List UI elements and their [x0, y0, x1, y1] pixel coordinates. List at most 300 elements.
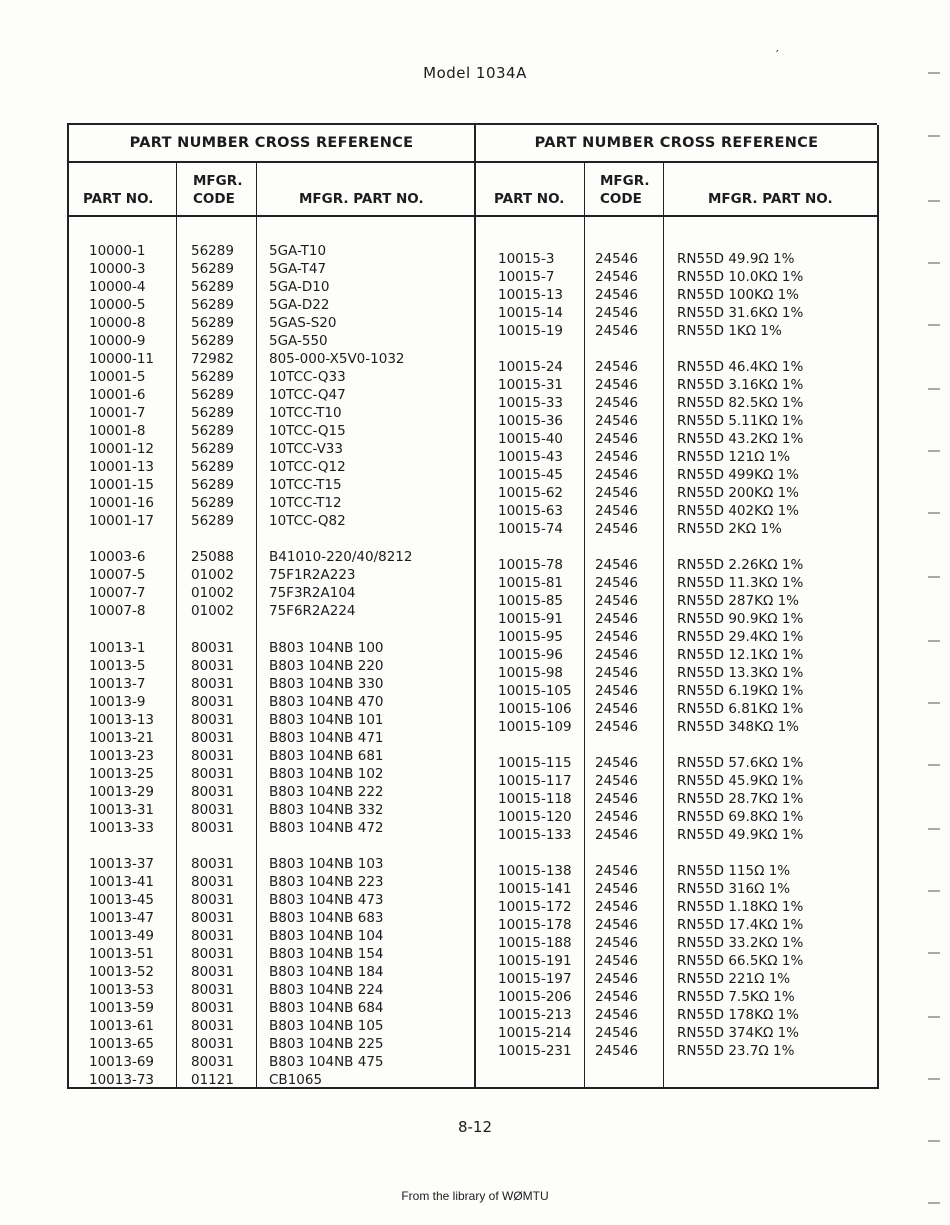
part-number-cell: 10015-40: [498, 431, 563, 447]
mfgr-code-cell: 80031: [191, 982, 234, 998]
part-number-cell: 10013-53: [89, 982, 154, 998]
table-row: [476, 863, 877, 881]
part-number-cell: 10013-29: [89, 784, 154, 800]
part-number-cell: 10001-16: [89, 495, 154, 511]
part-number-cell: 10015-188: [498, 935, 572, 951]
mfgr-part-number-cell: RN55D 2KΩ 1%: [677, 521, 782, 537]
mfgr-part-number-cell: RN55D 43.2KΩ 1%: [677, 431, 804, 447]
table-row: [476, 413, 877, 431]
part-number-cell: 10003-6: [89, 549, 146, 565]
mfgr-code-cell: 80031: [191, 802, 234, 818]
scan-edge-mark: [928, 262, 940, 264]
table-row: [476, 557, 877, 575]
table-row: [69, 1072, 474, 1090]
mfgr-part-number-cell: 10TCC-T15: [269, 477, 342, 493]
scan-edge-mark: [928, 72, 940, 74]
mfgr-part-number-cell: B803 104NB 471: [269, 730, 384, 746]
mfgr-part-number-cell: B803 104NB 225: [269, 1036, 384, 1052]
table-row: [69, 892, 474, 910]
table-row: [476, 917, 877, 935]
mfgr-part-number-cell: 5GA-D10: [269, 279, 330, 295]
mfgr-part-number-cell: B803 104NB 102: [269, 766, 384, 782]
mfgr-code-cell: 56289: [191, 423, 234, 439]
mfgr-code-cell: 80031: [191, 730, 234, 746]
mfgr-code-cell: 80031: [191, 946, 234, 962]
mfgr-code-header-line1: MFGR.: [193, 173, 243, 189]
mfgr-part-number-cell: 10TCC-Q47: [269, 387, 346, 403]
part-number-cell: 10015-3: [498, 251, 555, 267]
mfgr-code-cell: 24546: [595, 305, 638, 321]
scan-edge-mark: [928, 952, 940, 954]
mfgr-code-cell: 24546: [595, 863, 638, 879]
table-row: [69, 640, 474, 658]
mfgr-part-number-cell: RN55D 1.18KΩ 1%: [677, 899, 804, 915]
part-number-cell: 10015-74: [498, 521, 563, 537]
part-number-cell: 10015-106: [498, 701, 572, 717]
part-number-cell: 10013-49: [89, 928, 154, 944]
table-row: [69, 585, 474, 603]
mfgr-code-cell: 80031: [191, 676, 234, 692]
part-number-cell: 10013-45: [89, 892, 154, 908]
mfgr-part-number-cell: RN55D 121Ω 1%: [677, 449, 791, 465]
mfgr-code-cell: 56289: [191, 513, 234, 529]
mfgr-code-cell: 24546: [595, 827, 638, 843]
table-row: [476, 503, 877, 521]
mfgr-code-cell: 24546: [595, 971, 638, 987]
mfgr-code-cell: 80031: [191, 964, 234, 980]
mfgr-part-number-cell: 10TCC-T10: [269, 405, 342, 421]
mfgr-part-number-cell: RN55D 2.26KΩ 1%: [677, 557, 804, 573]
mfgr-code-header-line2: CODE: [193, 191, 235, 207]
part-number-cell: 10015-138: [498, 863, 572, 879]
mfgr-part-number-cell: B803 104NB 684: [269, 1000, 384, 1016]
mfgr-part-number-cell: B803 104NB 104: [269, 928, 384, 944]
scan-edge-mark: [928, 135, 940, 137]
part-number-cell: 10015-63: [498, 503, 563, 519]
mfgr-code-cell: 24546: [595, 881, 638, 897]
mfgr-code-cell: 24546: [595, 593, 638, 609]
mfgr-code-cell: 24546: [595, 899, 638, 915]
table-row: [69, 1018, 474, 1036]
mfgr-part-number-cell: RN55D 6.81KΩ 1%: [677, 701, 804, 717]
mfgr-code-cell: 56289: [191, 315, 234, 331]
mfgr-code-cell: 80031: [191, 928, 234, 944]
mfgr-part-number-cell: RN55D 23.7Ω 1%: [677, 1043, 795, 1059]
mfgr-part-number-cell: 5GA-T10: [269, 243, 327, 259]
table-row: [69, 1054, 474, 1072]
part-number-cell: 10015-178: [498, 917, 572, 933]
part-number-cell: 10013-31: [89, 802, 154, 818]
part-number-cell: 10015-197: [498, 971, 572, 987]
mfgr-part-number-cell: 5GA-T47: [269, 261, 327, 277]
mfgr-part-number-cell: RN55D 66.5KΩ 1%: [677, 953, 804, 969]
mfgr-code-cell: 01002: [191, 603, 234, 619]
part-number-cell: 10015-172: [498, 899, 572, 915]
part-number-cell: 10013-51: [89, 946, 154, 962]
table-row: [476, 701, 877, 719]
part-number-cell: 10013-23: [89, 748, 154, 764]
mfgr-code-cell: 24546: [595, 989, 638, 1005]
table-row: [476, 485, 877, 503]
cross-reference-table: [67, 123, 877, 1089]
part-number-cell: 10000-5: [89, 297, 146, 313]
mfgr-code-cell: 24546: [595, 611, 638, 627]
table-row: [476, 593, 877, 611]
mfgr-code-cell: 56289: [191, 441, 234, 457]
table-row: [476, 395, 877, 413]
mfgr-part-number-cell: RN55D 31.6KΩ 1%: [677, 305, 804, 321]
part-number-cell: 10013-1: [89, 640, 146, 656]
mfgr-part-number-cell: RN55D 69.8KΩ 1%: [677, 809, 804, 825]
mfgr-part-number-cell: 5GA-D22: [269, 297, 330, 313]
table-row: [476, 647, 877, 665]
mfgr-part-number-cell: RN55D 82.5KΩ 1%: [677, 395, 804, 411]
mfgr-code-cell: 24546: [595, 1025, 638, 1041]
part-number-cell: 10000-8: [89, 315, 146, 331]
mfgr-part-number-cell: RN55D 57.6KΩ 1%: [677, 755, 804, 771]
mfgr-code-cell: 80031: [191, 640, 234, 656]
mfgr-part-number-cell: B803 104NB 100: [269, 640, 384, 656]
mfgr-part-number-cell: RN55D 221Ω 1%: [677, 971, 791, 987]
mfgr-part-number-cell: 805-000-X5V0-1032: [269, 351, 405, 367]
mfgr-code-cell: 80031: [191, 784, 234, 800]
mfgr-code-cell: 24546: [595, 575, 638, 591]
mfgr-code-cell: 01002: [191, 567, 234, 583]
mfgr-part-number-cell: RN55D 287KΩ 1%: [677, 593, 799, 609]
part-number-cell: 10001-13: [89, 459, 154, 475]
part-number-cell: 10015-78: [498, 557, 563, 573]
mfgr-code-cell: 24546: [595, 917, 638, 933]
part-number-cell: 10001-5: [89, 369, 146, 385]
mfgr-part-number-cell: 75F3R2A104: [269, 585, 356, 601]
table-row: [476, 719, 877, 737]
mfgr-part-number-cell: 10TCC-T12: [269, 495, 342, 511]
part-number-cell: 10001-8: [89, 423, 146, 439]
mfgr-code-cell: 24546: [595, 647, 638, 663]
table-row: [69, 694, 474, 712]
mfgr-part-no-header: MFGR. PART NO.: [708, 191, 833, 207]
part-number-cell: 10013-33: [89, 820, 154, 836]
left-table-title: PART NUMBER CROSS REFERENCE: [69, 125, 474, 163]
part-number-cell: 10015-14: [498, 305, 563, 321]
table-row: [476, 359, 877, 377]
scan-edge-mark: [928, 640, 940, 642]
mfgr-part-number-cell: RN55D 45.9KΩ 1%: [677, 773, 804, 789]
mfgr-code-cell: 56289: [191, 387, 234, 403]
mfgr-code-cell: 24546: [595, 269, 638, 285]
stray-mark: ′: [776, 48, 779, 62]
table-row: [476, 953, 877, 971]
mfgr-code-cell: 24546: [595, 413, 638, 429]
table-row: [69, 982, 474, 1000]
mfgr-part-number-cell: RN55D 5.11KΩ 1%: [677, 413, 804, 429]
mfgr-part-number-cell: RN55D 12.1KΩ 1%: [677, 647, 804, 663]
mfgr-code-cell: 01121: [191, 1072, 234, 1088]
mfgr-part-number-cell: RN55D 348KΩ 1%: [677, 719, 799, 735]
table-row: [69, 297, 474, 315]
mfgr-code-cell: 56289: [191, 279, 234, 295]
table-row: [476, 935, 877, 953]
mfgr-part-number-cell: RN55D 29.4KΩ 1%: [677, 629, 804, 645]
part-number-cell: 10001-15: [89, 477, 154, 493]
mfgr-code-cell: 80031: [191, 1018, 234, 1034]
part-number-cell: 10015-81: [498, 575, 563, 591]
part-number-cell: 10015-141: [498, 881, 572, 897]
part-number-cell: 10001-7: [89, 405, 146, 421]
part-number-cell: 10015-43: [498, 449, 563, 465]
table-row: [476, 377, 877, 395]
mfgr-part-number-cell: B803 104NB 105: [269, 1018, 384, 1034]
mfgr-code-cell: 24546: [595, 791, 638, 807]
mfgr-code-cell: 24546: [595, 377, 638, 393]
model-title: Model 1034A: [423, 64, 527, 82]
mfgr-part-number-cell: CB1065: [269, 1072, 323, 1088]
mfgr-code-cell: 80031: [191, 1000, 234, 1016]
table-row: [69, 820, 474, 838]
mfgr-part-no-header: MFGR. PART NO.: [299, 191, 424, 207]
part-number-cell: 10000-9: [89, 333, 146, 349]
right-table-header: [476, 163, 877, 217]
table-row: [69, 279, 474, 297]
mfgr-part-number-cell: 10TCC-V33: [269, 441, 343, 457]
part-number-cell: 10015-36: [498, 413, 563, 429]
part-number-cell: 10013-25: [89, 766, 154, 782]
mfgr-code-cell: 56289: [191, 477, 234, 493]
mfgr-part-number-cell: B803 104NB 473: [269, 892, 384, 908]
mfgr-code-cell: 24546: [595, 809, 638, 825]
mfgr-part-number-cell: RN55D 17.4KΩ 1%: [677, 917, 804, 933]
part-number-cell: 10015-31: [498, 377, 563, 393]
right-table: [476, 125, 879, 1089]
table-row: [476, 431, 877, 449]
mfgr-part-number-cell: RN55D 10.0KΩ 1%: [677, 269, 804, 285]
mfgr-code-cell: 24546: [595, 1007, 638, 1023]
part-number-cell: 10001-6: [89, 387, 146, 403]
table-row: [476, 881, 877, 899]
table-row: [69, 549, 474, 567]
mfgr-part-number-cell: RN55D 6.19KΩ 1%: [677, 683, 804, 699]
mfgr-code-cell: 56289: [191, 243, 234, 259]
mfgr-part-number-cell: RN55D 316Ω 1%: [677, 881, 791, 897]
mfgr-code-cell: 56289: [191, 459, 234, 475]
mfgr-part-number-cell: RN55D 178KΩ 1%: [677, 1007, 799, 1023]
mfgr-part-number-cell: RN55D 11.3KΩ 1%: [677, 575, 804, 591]
table-row: [69, 802, 474, 820]
mfgr-code-cell: 24546: [595, 485, 638, 501]
table-row: [69, 315, 474, 333]
part-number-cell: 10000-1: [89, 243, 146, 259]
mfgr-code-cell: 80031: [191, 856, 234, 872]
mfgr-code-cell: 80031: [191, 766, 234, 782]
table-row: [69, 946, 474, 964]
table-row: [476, 989, 877, 1007]
mfgr-code-cell: 80031: [191, 1054, 234, 1070]
mfgr-part-number-cell: RN55D 33.2KΩ 1%: [677, 935, 804, 951]
part-number-cell: 10007-5: [89, 567, 146, 583]
mfgr-part-number-cell: 10TCC-Q33: [269, 369, 346, 385]
table-row: [476, 305, 877, 323]
mfgr-part-number-cell: B803 104NB 222: [269, 784, 384, 800]
mfgr-part-number-cell: B803 104NB 330: [269, 676, 384, 692]
part-number-cell: 10013-5: [89, 658, 146, 674]
part-number-cell: 10015-7: [498, 269, 555, 285]
table-row: [69, 766, 474, 784]
table-row: [476, 827, 877, 845]
mfgr-code-cell: 24546: [595, 719, 638, 735]
part-number-cell: 10015-85: [498, 593, 563, 609]
mfgr-code-cell: 80031: [191, 910, 234, 926]
scan-edge-mark: [928, 1078, 940, 1080]
part-number-cell: 10001-17: [89, 513, 154, 529]
table-row: [69, 676, 474, 694]
table-row: [69, 351, 474, 369]
mfgr-code-cell: 24546: [595, 665, 638, 681]
mfgr-part-number-cell: RN55D 46.4KΩ 1%: [677, 359, 804, 375]
mfgr-code-cell: 56289: [191, 495, 234, 511]
part-number-cell: 10015-33: [498, 395, 563, 411]
mfgr-code-cell: 80031: [191, 892, 234, 908]
mfgr-part-number-cell: B803 104NB 154: [269, 946, 384, 962]
scan-edge-mark: [928, 764, 940, 766]
mfgr-code-cell: 24546: [595, 467, 638, 483]
mfgr-part-number-cell: 5GA-550: [269, 333, 328, 349]
part-number-cell: 10013-21: [89, 730, 154, 746]
table-row: [69, 441, 474, 459]
scan-edge-mark: [928, 388, 940, 390]
part-number-cell: 10013-41: [89, 874, 154, 890]
mfgr-part-number-cell: B803 104NB 332: [269, 802, 384, 818]
mfgr-code-header-line2: CODE: [600, 191, 642, 207]
part-number-cell: 10013-69: [89, 1054, 154, 1070]
part-number-cell: 10013-52: [89, 964, 154, 980]
scan-edge-mark: [928, 1140, 940, 1142]
table-row: [69, 910, 474, 928]
mfgr-part-number-cell: RN55D 1KΩ 1%: [677, 323, 782, 339]
table-row: [69, 658, 474, 676]
mfgr-code-cell: 24546: [595, 1043, 638, 1059]
mfgr-code-cell: 24546: [595, 359, 638, 375]
mfgr-code-cell: 24546: [595, 683, 638, 699]
mfgr-part-number-cell: RN55D 49.9KΩ 1%: [677, 827, 804, 843]
table-row: [69, 603, 474, 621]
mfgr-part-number-cell: RN55D 49.9Ω 1%: [677, 251, 795, 267]
scan-edge-mark: [928, 1202, 940, 1204]
part-number-cell: 10015-213: [498, 1007, 572, 1023]
scan-edge-mark: [928, 200, 940, 202]
mfgr-code-cell: 56289: [191, 333, 234, 349]
part-number-cell: 10015-98: [498, 665, 563, 681]
mfgr-part-number-cell: RN55D 115Ω 1%: [677, 863, 791, 879]
table-row: [69, 459, 474, 477]
part-number-cell: 10015-120: [498, 809, 572, 825]
part-number-cell: 10013-73: [89, 1072, 154, 1088]
table-row: [476, 899, 877, 917]
part-number-cell: 10015-24: [498, 359, 563, 375]
part-no-header: PART NO.: [83, 191, 154, 207]
table-row: [69, 513, 474, 531]
mfgr-code-cell: 24546: [595, 323, 638, 339]
page-number: 8-12: [457, 1118, 493, 1136]
mfgr-code-cell: 56289: [191, 369, 234, 385]
mfgr-code-cell: 80031: [191, 820, 234, 836]
table-row: [69, 405, 474, 423]
mfgr-code-cell: 24546: [595, 773, 638, 789]
mfgr-code-cell: 24546: [595, 629, 638, 645]
mfgr-code-cell: 24546: [595, 755, 638, 771]
mfgr-part-number-cell: 5GAS-S20: [269, 315, 337, 331]
mfgr-part-number-cell: B803 104NB 472: [269, 820, 384, 836]
part-number-cell: 10007-8: [89, 603, 146, 619]
footer-credit: From the library of WØMTU: [401, 1189, 549, 1203]
table-row: [69, 243, 474, 261]
mfgr-part-number-cell: 10TCC-Q15: [269, 423, 346, 439]
mfgr-code-cell: 24546: [595, 287, 638, 303]
part-number-cell: 10015-191: [498, 953, 572, 969]
mfgr-part-number-cell: RN55D 7.5KΩ 1%: [677, 989, 795, 1005]
mfgr-part-number-cell: RN55D 100KΩ 1%: [677, 287, 799, 303]
scan-edge-mark: [928, 702, 940, 704]
mfgr-part-number-cell: RN55D 13.3KΩ 1%: [677, 665, 804, 681]
mfgr-code-cell: 24546: [595, 557, 638, 573]
scan-edge-mark: [928, 512, 940, 514]
mfgr-code-cell: 56289: [191, 405, 234, 421]
table-row: [476, 665, 877, 683]
table-row: [476, 809, 877, 827]
right-table-title: PART NUMBER CROSS REFERENCE: [476, 125, 877, 163]
table-row: [476, 773, 877, 791]
part-number-cell: 10000-3: [89, 261, 146, 277]
table-row: [69, 874, 474, 892]
table-row: [69, 333, 474, 351]
mfgr-part-number-cell: RN55D 200KΩ 1%: [677, 485, 799, 501]
table-row: [69, 387, 474, 405]
table-row: [69, 423, 474, 441]
mfgr-code-cell: 24546: [595, 395, 638, 411]
mfgr-code-cell: 24546: [595, 521, 638, 537]
mfgr-part-number-cell: 75F1R2A223: [269, 567, 356, 583]
table-row: [476, 755, 877, 773]
mfgr-code-header-line1: MFGR.: [600, 173, 650, 189]
table-row: [69, 730, 474, 748]
part-number-cell: 10007-7: [89, 585, 146, 601]
mfgr-part-number-cell: B803 104NB 681: [269, 748, 384, 764]
mfgr-part-number-cell: RN55D 374KΩ 1%: [677, 1025, 799, 1041]
part-number-cell: 10013-65: [89, 1036, 154, 1052]
mfgr-part-number-cell: RN55D 3.16KΩ 1%: [677, 377, 804, 393]
part-number-cell: 10013-47: [89, 910, 154, 926]
scan-edge-mark: [928, 1016, 940, 1018]
part-number-cell: 10015-95: [498, 629, 563, 645]
table-row: [69, 712, 474, 730]
part-number-cell: 10000-11: [89, 351, 154, 367]
mfgr-part-number-cell: B803 104NB 470: [269, 694, 384, 710]
table-row: [69, 964, 474, 982]
table-row: [69, 748, 474, 766]
table-row: [476, 683, 877, 701]
table-row: [476, 251, 877, 269]
mfgr-code-cell: 80031: [191, 712, 234, 728]
mfgr-part-number-cell: RN55D 90.9KΩ 1%: [677, 611, 804, 627]
mfgr-part-number-cell: B803 104NB 103: [269, 856, 384, 872]
mfgr-code-cell: 24546: [595, 449, 638, 465]
left-table: [69, 125, 476, 1089]
table-row: [69, 856, 474, 874]
table-row: [476, 629, 877, 647]
mfgr-part-number-cell: B803 104NB 475: [269, 1054, 384, 1070]
mfgr-part-number-cell: B41010-220/40/8212: [269, 549, 413, 565]
part-number-cell: 10000-4: [89, 279, 146, 295]
table-row: [476, 323, 877, 341]
